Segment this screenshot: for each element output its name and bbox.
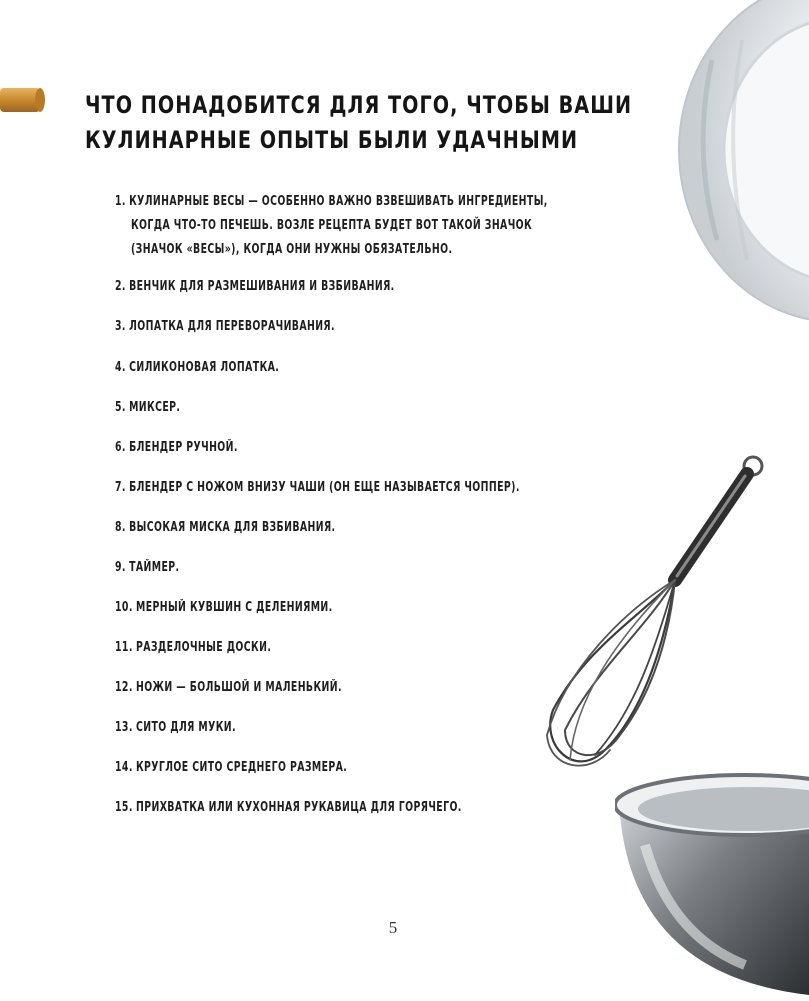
item-text: ВЕНЧИК ДЛЯ РАЗМЕШИВАНИЯ И ВЗБИВАНИЯ.: [129, 279, 395, 294]
item-text-continued: (ЗНАЧОК «ВЕСЫ»), КОГДА ОНИ НУЖНЫ ОБЯЗАТЕЛЬНО.: [131, 242, 453, 257]
plate-illustration: [672, 0, 809, 320]
item-text: ТАЙМЕР.: [129, 560, 180, 575]
list-item: [115, 275, 395, 299]
item-text: КУЛИНАРНЫЕ ВЕСЫ — ОСОБЕННО ВАЖНО ВЗВЕШИВАТЬ ИНГРЕДИЕНТЫ,: [129, 194, 548, 209]
item-number: 14.: [115, 760, 133, 775]
list-item: [115, 476, 520, 500]
list-item: [115, 596, 333, 620]
item-number: 3.: [115, 319, 126, 334]
list-item: [115, 796, 462, 820]
list-item: [115, 556, 179, 580]
title-line-1: ЧТО ПОНАДОБИТСЯ ДЛЯ ТОГО, ЧТОБЫ ВАШИ: [85, 91, 633, 119]
item-text: ВЫСОКАЯ МИСКА ДЛЯ ВЗБИВАНИЯ.: [129, 520, 336, 535]
item-text: КРУГЛОЕ СИТО СРЕДНЕГО РАЗМЕРА.: [135, 760, 348, 775]
item-number: 10.: [115, 600, 133, 615]
item-text: БЛЕНДЕР РУЧНОЙ.: [129, 440, 238, 455]
rolling-pin-illustration: [0, 80, 46, 118]
item-text: МИКСЕР.: [129, 400, 181, 415]
item-text: МЕРНЫЙ КУВШИН С ДЕЛЕНИЯМИ.: [135, 600, 333, 615]
item-number: 8.: [115, 520, 126, 535]
item-text-continued: КОГДА ЧТО-ТО ПЕЧЕШЬ. ВОЗЛЕ РЕЦЕПТА БУДЕТ ВОТ ТАКОЙ ЗНАЧОК: [131, 218, 533, 233]
list-item: [115, 396, 180, 420]
list-item: [115, 315, 335, 339]
item-number: 4.: [115, 360, 126, 375]
list-item: [115, 190, 548, 262]
list-item: [115, 676, 342, 700]
page-number: 5: [388, 918, 398, 937]
list-item: [115, 436, 238, 460]
title-line-2: КУЛИНАРНЫЕ ОПЫТЫ БЫЛИ УДАЧНЫМИ: [85, 126, 579, 154]
item-number: 6.: [115, 440, 126, 455]
list-item: [115, 716, 236, 740]
list-item: [115, 356, 279, 380]
list-item: [115, 636, 271, 660]
item-text: СИЛИКОНОВАЯ ЛОПАТКА.: [129, 360, 280, 375]
item-number: 15.: [115, 800, 133, 815]
whisk-illustration: [525, 450, 775, 785]
bowl-illustration: [615, 745, 809, 1001]
item-number: 9.: [115, 560, 126, 575]
item-number: 11.: [115, 640, 133, 655]
item-text: ПРИХВАТКА ИЛИ КУХОННАЯ РУКАВИЦА ДЛЯ ГОРЯЧЕГО.: [135, 800, 462, 815]
item-text: НОЖИ — БОЛЬШОЙ И МАЛЕНЬКИЙ.: [135, 680, 342, 695]
item-number: 7.: [115, 480, 126, 495]
list-item: [115, 516, 336, 540]
item-text: СИТО ДЛЯ МУКИ.: [135, 720, 236, 735]
item-text: БЛЕНДЕР С НОЖОМ ВНИЗУ ЧАШИ (ОН ЕЩЕ НАЗЫВАЕТСЯ ЧОППЕР).: [129, 480, 520, 495]
page-title: [85, 88, 633, 158]
item-text: ЛОПАТКА ДЛЯ ПЕРЕВОРАЧИВАНИЯ.: [129, 319, 335, 334]
list-item: [115, 756, 347, 780]
item-number: 1.: [115, 194, 126, 209]
item-number: 12.: [115, 680, 133, 695]
item-number: 2.: [115, 279, 126, 294]
item-text: РАЗДЕЛОЧНЫЕ ДОСКИ.: [135, 640, 272, 655]
item-number: 5.: [115, 400, 126, 415]
item-number: 13.: [115, 720, 133, 735]
